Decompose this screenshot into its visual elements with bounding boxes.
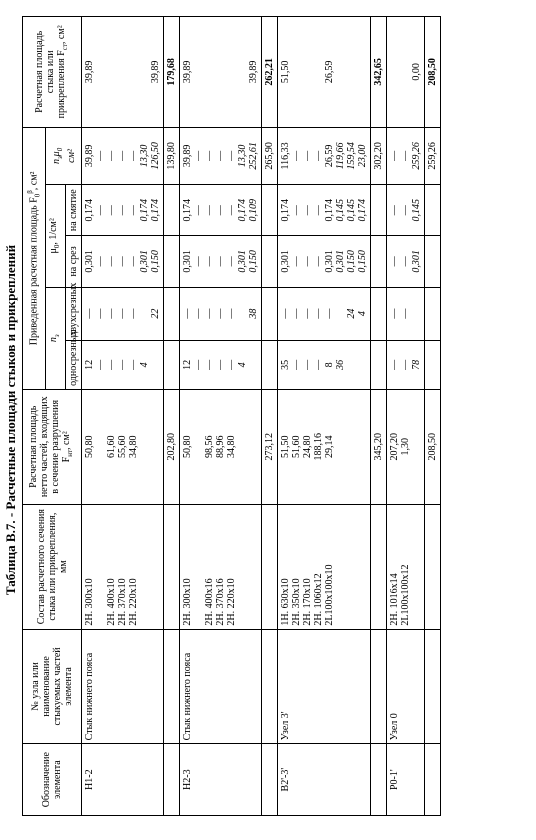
mu-cut-list-value: — (128, 256, 140, 267)
n-mu-list-value: — (106, 150, 118, 161)
section-list (278, 504, 371, 629)
section-list-value (95, 508, 106, 626)
joint-area-list-value (106, 20, 117, 124)
element-id: Р0-1' (387, 744, 425, 816)
joint-area-list-value (313, 20, 324, 124)
section-list-value: 2Н. 400х10 (106, 578, 118, 626)
mu-crush-list (387, 185, 425, 236)
sum-empty (371, 629, 387, 744)
section-list-value: 2Н. 350х10 (291, 578, 303, 626)
sum-empty (425, 504, 441, 629)
net-area-list-value: 50,80 (182, 435, 194, 459)
sum-net-area: 202,80 (164, 389, 180, 504)
n-double-list (278, 287, 371, 340)
mu-crush-list-value: 0,174 (84, 198, 96, 222)
joint-area-list-value (193, 20, 204, 124)
n-double-list-value: — (128, 308, 140, 319)
sum-empty (371, 340, 387, 389)
mu-cut-list-value: — (117, 256, 129, 267)
net-area-list-value: 51,50 (280, 435, 292, 459)
n-single-list-value: — (291, 359, 303, 370)
section-list-value: 2L100х100х10 (324, 564, 336, 626)
joint-area-list (387, 17, 425, 128)
n-single-list-value: — (389, 359, 401, 370)
mu-cut-list-value: — (204, 256, 216, 267)
net-area-list-value: 55,60 (117, 435, 129, 459)
node-name: Узел 3' (278, 629, 371, 744)
mu-crush-list-value: 0,174 (182, 198, 194, 222)
header-mu-cut: на срез (66, 236, 82, 287)
n-mu-list-value: — (204, 150, 216, 161)
n-mu-list-value: 252,61 (248, 142, 260, 170)
n-double-list (387, 287, 425, 340)
mu-crush-list-value: — (215, 205, 227, 216)
element-id: В2'-3' (278, 744, 371, 816)
net-area-list-value: 98,56 (204, 435, 216, 459)
mu-crush-list-value: — (117, 205, 129, 216)
net-area-list-value: 34,80 (226, 435, 238, 459)
joint-area-list (278, 17, 371, 128)
n-mu-list-value: — (313, 150, 325, 161)
table-body (82, 17, 441, 816)
joint-area-list-value: 39,89 (150, 60, 162, 84)
table-caption: Таблица В.7. - Расчетные площади стыков и прикреплений (3, 244, 18, 596)
header-section: Состав расчетного сечения стыка или прикрепления, мм (23, 504, 82, 629)
node-name: Узел 0 (387, 629, 425, 744)
n-single-list-value: 78 (411, 359, 423, 370)
section-list (180, 504, 262, 629)
n-single-list-value: — (313, 359, 325, 370)
n-single-list-value (357, 344, 368, 386)
n-mu-list-value: — (226, 150, 238, 161)
table-row (82, 17, 164, 816)
sum-joint-area: 262,21 (262, 17, 278, 128)
mu-crush-list-value: — (204, 205, 216, 216)
joint-area-list-value (139, 20, 150, 124)
n-double-list-value: — (291, 308, 303, 319)
joint-area-list-value: 0,00 (411, 63, 423, 81)
sum-empty (164, 287, 180, 340)
joint-area-list-value (215, 20, 226, 124)
sum-n-mu: 259,26 (425, 127, 441, 184)
net-area-list (387, 389, 425, 504)
n-single-list-value: — (193, 359, 205, 370)
sum-empty (425, 744, 441, 816)
n-double-list (82, 287, 164, 340)
sum-empty (164, 340, 180, 389)
n-double-list-value: — (182, 308, 194, 319)
mu-cut-list (387, 236, 425, 287)
sum-empty (262, 504, 278, 629)
node-name: Стык нижнего пояса (82, 629, 164, 744)
n-mu-list (82, 127, 164, 184)
joint-area-list-value (335, 20, 346, 124)
n-single-list-value: — (204, 359, 216, 370)
mu-cut-list-value: 0,301 (139, 250, 151, 273)
table-sum-row (425, 17, 441, 816)
mu-crush-list-value: — (291, 205, 303, 216)
mu-crush-list-value: 0,174 (357, 198, 369, 222)
sum-empty (262, 340, 278, 389)
mu-cut-list-value: — (95, 256, 107, 267)
sum-empty (371, 236, 387, 287)
header-node: № узла или наименование стыкуемых частей элемента (23, 629, 82, 744)
table-sum-row (371, 17, 387, 816)
header-joint-area: Расчетная площадь стыка или прикрепления $F_{ст}$, см² (23, 17, 82, 128)
header-mu: $\mu_0$, 1/см² (46, 185, 66, 287)
header-n-mu: $n_з\mu_0$ см² (46, 127, 82, 184)
joint-area-list-value: 39,89 (248, 60, 260, 84)
n-mu-list-value: 259,26 (411, 142, 423, 170)
n-single-list (278, 340, 371, 389)
sum-net-area: 345,20 (371, 389, 387, 504)
mu-crush-list-value: 0,174 (280, 198, 292, 222)
joint-area-list (180, 17, 262, 128)
n-double-list-value: 24 (346, 308, 358, 319)
n-mu-list-value: 13,30 (237, 144, 249, 168)
joint-area-list-value (95, 20, 106, 124)
net-area-list (82, 389, 164, 504)
n-double-list-value: — (95, 308, 107, 319)
calc-table (22, 16, 441, 816)
n-double-list-value: 22 (150, 308, 162, 319)
table-row (387, 17, 425, 816)
mu-cut-list-value: 0,150 (248, 250, 260, 273)
n-double-list-value: — (204, 308, 216, 319)
joint-area-list-value (226, 20, 237, 124)
sum-empty (262, 744, 278, 816)
mu-crush-list-value: 0,145 (411, 198, 423, 222)
net-area-list-value: 50,80 (84, 435, 96, 459)
n-single-list-value: — (400, 359, 412, 370)
n-double-list-value: 4 (357, 311, 369, 317)
mu-cut-list (82, 236, 164, 287)
net-area-list-value: 207,20 (389, 433, 401, 461)
n-double-list-value: — (313, 308, 325, 319)
n-mu-list-value: 159,54 (346, 142, 358, 170)
sum-net-area: 208,50 (425, 389, 441, 504)
mu-crush-list (82, 185, 164, 236)
joint-area-list-value (291, 20, 302, 124)
joint-area-list-value (128, 20, 139, 124)
sum-joint-area: 179,68 (164, 17, 180, 128)
section-list-value: 2L100х100х12 (400, 564, 412, 626)
sum-empty (262, 287, 278, 340)
joint-area-list-value (357, 20, 368, 124)
n-mu-list-value: 39,89 (182, 144, 194, 168)
net-area-list-value: 34,80 (128, 435, 140, 459)
n-mu-list-value: 119,66 (335, 142, 347, 170)
sum-empty (371, 185, 387, 236)
net-area-list-value: 24,80 (302, 435, 314, 459)
sum-empty (371, 504, 387, 629)
header-reduced-area: Приведенная расчетная площадь $F_0^\beta$, см² (23, 127, 46, 389)
joint-area-list (82, 17, 164, 128)
n-double-list-value: — (280, 308, 292, 319)
mu-cut-list-value: — (193, 256, 205, 267)
n-double-list-value: — (400, 308, 412, 319)
mu-crush-list-value: 0,174 (150, 198, 162, 222)
n-single-list-value: 12 (182, 359, 194, 370)
section-list (82, 504, 164, 629)
n-single-list (387, 340, 425, 389)
mu-crush-list-value: — (193, 205, 205, 216)
mu-cut-list-value: 0,301 (335, 250, 347, 273)
mu-cut-list (180, 236, 262, 287)
mu-crush-list-value: 0,174 (324, 198, 336, 222)
joint-area-list-value (117, 20, 128, 124)
net-area-list-value: 61,60 (106, 435, 118, 459)
n-single-list-value (346, 344, 357, 386)
section-list-value: 2Н. 300х10 (182, 578, 194, 626)
n-double-list-value: — (117, 308, 129, 319)
header-mu-crush: на смятие (66, 185, 82, 236)
n-mu-list-value: — (400, 150, 412, 161)
net-area-list-value (95, 393, 106, 501)
n-double-list-value: — (226, 308, 238, 319)
sum-empty (425, 236, 441, 287)
section-list-value: 2Н. 1060х12 (313, 573, 325, 626)
n-double-list-value (139, 291, 150, 337)
sum-empty (164, 744, 180, 816)
n-mu-list-value: 23,00 (357, 144, 369, 168)
n-double-list-value: — (302, 308, 314, 319)
section-list-value: 1Н. 630х10 (280, 578, 292, 626)
mu-cut-list-value: 0,301 (324, 250, 336, 273)
joint-area-list-value: 26,59 (324, 60, 336, 84)
n-double-list-value: — (84, 308, 96, 319)
n-mu-list-value: — (95, 150, 107, 161)
mu-crush-list-value: 0,109 (248, 198, 260, 222)
sum-joint-area: 208,50 (425, 17, 441, 128)
table-sum-row (164, 17, 180, 816)
sum-empty (262, 185, 278, 236)
n-single-list-value: 35 (280, 359, 292, 370)
n-mu-list-value: — (291, 150, 303, 161)
n-double-list-value: — (215, 308, 227, 319)
sum-empty (262, 236, 278, 287)
element-id: Н2-3 (180, 744, 262, 816)
mu-crush-list-value: — (400, 205, 412, 216)
joint-area-list-value: 39,89 (182, 60, 194, 84)
mu-crush-list-value: — (128, 205, 140, 216)
net-area-list-value: 1,30 (400, 438, 412, 456)
n-double-list-value (411, 291, 422, 337)
n-double-list-value (335, 291, 346, 337)
mu-cut-list-value: — (291, 256, 303, 267)
joint-area-list-value (346, 20, 357, 124)
mu-cut-list-value: 0,150 (357, 250, 369, 273)
n-single-list-value: 8 (324, 362, 336, 368)
sum-empty (425, 287, 441, 340)
n-mu-list-value: 126,50 (150, 142, 162, 170)
n-single-list-value: 12 (84, 359, 96, 370)
sum-empty (262, 629, 278, 744)
net-area-list-value: 88,96 (215, 435, 227, 459)
n-single-list-value: — (128, 359, 140, 370)
n-single-list-value: — (226, 359, 238, 370)
net-area-list-value: 29,14 (324, 435, 336, 459)
header-element-id: Обозначение элемента (23, 744, 82, 816)
n-double-list-value: — (389, 308, 401, 319)
n-single-list-value (248, 344, 259, 386)
mu-crush-list-value: — (389, 205, 401, 216)
mu-cut-list-value: 0,150 (346, 250, 358, 273)
sum-empty (164, 504, 180, 629)
mu-cut-list-value: — (226, 256, 238, 267)
table-sum-row (262, 17, 278, 816)
joint-area-list-value (204, 20, 215, 124)
section-list-value: 2Н. 300х10 (84, 578, 96, 626)
mu-cut-list-value: 0,301 (411, 250, 423, 273)
n-double-list-value (237, 291, 248, 337)
n-single-list-value: — (215, 359, 227, 370)
table-row (180, 17, 262, 816)
table-row (278, 17, 371, 816)
mu-crush-list-value: — (106, 205, 118, 216)
net-area-list-value: 51,60 (291, 435, 303, 459)
sum-empty (371, 744, 387, 816)
sum-empty (164, 185, 180, 236)
n-single-list-value: — (302, 359, 314, 370)
n-double-list-value: — (193, 308, 205, 319)
mu-cut-list-value: 0,150 (150, 250, 162, 273)
net-area-list (180, 389, 262, 504)
n-single-list-value: 4 (237, 362, 249, 368)
joint-area-list-value (389, 20, 400, 124)
mu-crush-list-value: 0,145 (335, 198, 347, 222)
n-mu-list (278, 127, 371, 184)
n-mu-list-value: 26,59 (324, 144, 336, 168)
net-area-list-value: 188,16 (313, 433, 325, 461)
n-mu-list-value: 39,89 (84, 144, 96, 168)
n-single-list-value: 36 (335, 359, 347, 370)
n-mu-list (387, 127, 425, 184)
n-single-list-value (150, 344, 161, 386)
mu-crush-list (180, 185, 262, 236)
section-list-value: 2Н. 370х16 (215, 578, 227, 626)
n-mu-list-value: — (215, 150, 227, 161)
mu-crush-list (278, 185, 371, 236)
joint-area-list-value (302, 20, 313, 124)
mu-cut-list-value: 0,301 (237, 250, 249, 273)
n-mu-list-value: — (193, 150, 205, 161)
n-double-list-value: 38 (248, 308, 260, 319)
n-single-list (82, 340, 164, 389)
sum-empty (164, 629, 180, 744)
n-double-list (180, 287, 262, 340)
mu-cut-list-value: 0,301 (84, 250, 96, 273)
mu-cut-list-value: — (389, 256, 401, 267)
section-list-value: 2Н. 400х16 (204, 578, 216, 626)
node-name: Стык нижнего пояса (180, 629, 262, 744)
mu-cut-list-value: 0,301 (182, 250, 194, 273)
mu-crush-list-value: 0,174 (237, 198, 249, 222)
mu-cut-list-value: 0,301 (280, 250, 292, 273)
n-single-list-value: — (106, 359, 118, 370)
mu-cut-list-value: — (215, 256, 227, 267)
n-single-list-value: — (117, 359, 129, 370)
sum-n-mu: 139,80 (164, 127, 180, 184)
sum-empty (371, 287, 387, 340)
n-mu-list-value: — (302, 150, 314, 161)
section-list-value: 2Н. 220х10 (128, 578, 140, 626)
joint-area-list-value: 51,50 (280, 60, 292, 84)
mu-cut-list-value: — (302, 256, 314, 267)
n-mu-list-value: 116,33 (280, 142, 292, 170)
n-mu-list-value: — (128, 150, 140, 161)
section-list-value: 2Н. 1016х14 (389, 573, 401, 626)
n-mu-list-value: — (117, 150, 129, 161)
element-id: Н1-2 (82, 744, 164, 816)
joint-area-list-value: 39,89 (84, 60, 96, 84)
mu-crush-list-value: 0,174 (139, 198, 151, 222)
mu-crush-list-value: — (226, 205, 238, 216)
sum-n-mu: 302,20 (371, 127, 387, 184)
header-n: $n_з$ (46, 287, 66, 389)
n-mu-list-value: — (389, 150, 401, 161)
net-area-list (278, 389, 371, 504)
joint-area-list-value (237, 20, 248, 124)
sum-empty (425, 629, 441, 744)
n-single-list-value: — (95, 359, 107, 370)
mu-cut-list (278, 236, 371, 287)
sum-joint-area: 342,65 (371, 17, 387, 128)
section-list-value: 2Н. 170х10 (302, 578, 314, 626)
n-single-list (180, 340, 262, 389)
n-single-list-value: 4 (139, 362, 151, 368)
mu-crush-list-value: 0,145 (346, 198, 358, 222)
sum-empty (425, 185, 441, 236)
section-list (387, 504, 425, 629)
mu-crush-list-value: — (302, 205, 314, 216)
sum-empty (164, 236, 180, 287)
sum-empty (425, 340, 441, 389)
joint-area-list-value (400, 20, 411, 124)
n-double-list-value: — (324, 308, 336, 319)
mu-cut-list-value: — (400, 256, 412, 267)
header-n-double: двухсрезных (66, 287, 82, 340)
header-net-area: Расчетная площадь нетто частей, входящих в сечение разрушения $F_{нт}$, см² (23, 389, 82, 504)
mu-cut-list-value: — (106, 256, 118, 267)
section-list-value: 2Н. 220х10 (226, 578, 238, 626)
n-mu-list-value: 13,30 (139, 144, 151, 168)
header-n-single: односрезных (66, 340, 82, 389)
mu-crush-list-value: — (313, 205, 325, 216)
n-mu-list (180, 127, 262, 184)
n-double-list-value: — (106, 308, 118, 319)
sum-net-area: 273,12 (262, 389, 278, 504)
net-area-list-value (193, 393, 204, 501)
section-list-value (193, 508, 204, 626)
mu-cut-list-value: — (313, 256, 325, 267)
section-list-value: 2Н. 370х10 (117, 578, 129, 626)
sum-n-mu: 265,90 (262, 127, 278, 184)
mu-crush-list-value: — (95, 205, 107, 216)
